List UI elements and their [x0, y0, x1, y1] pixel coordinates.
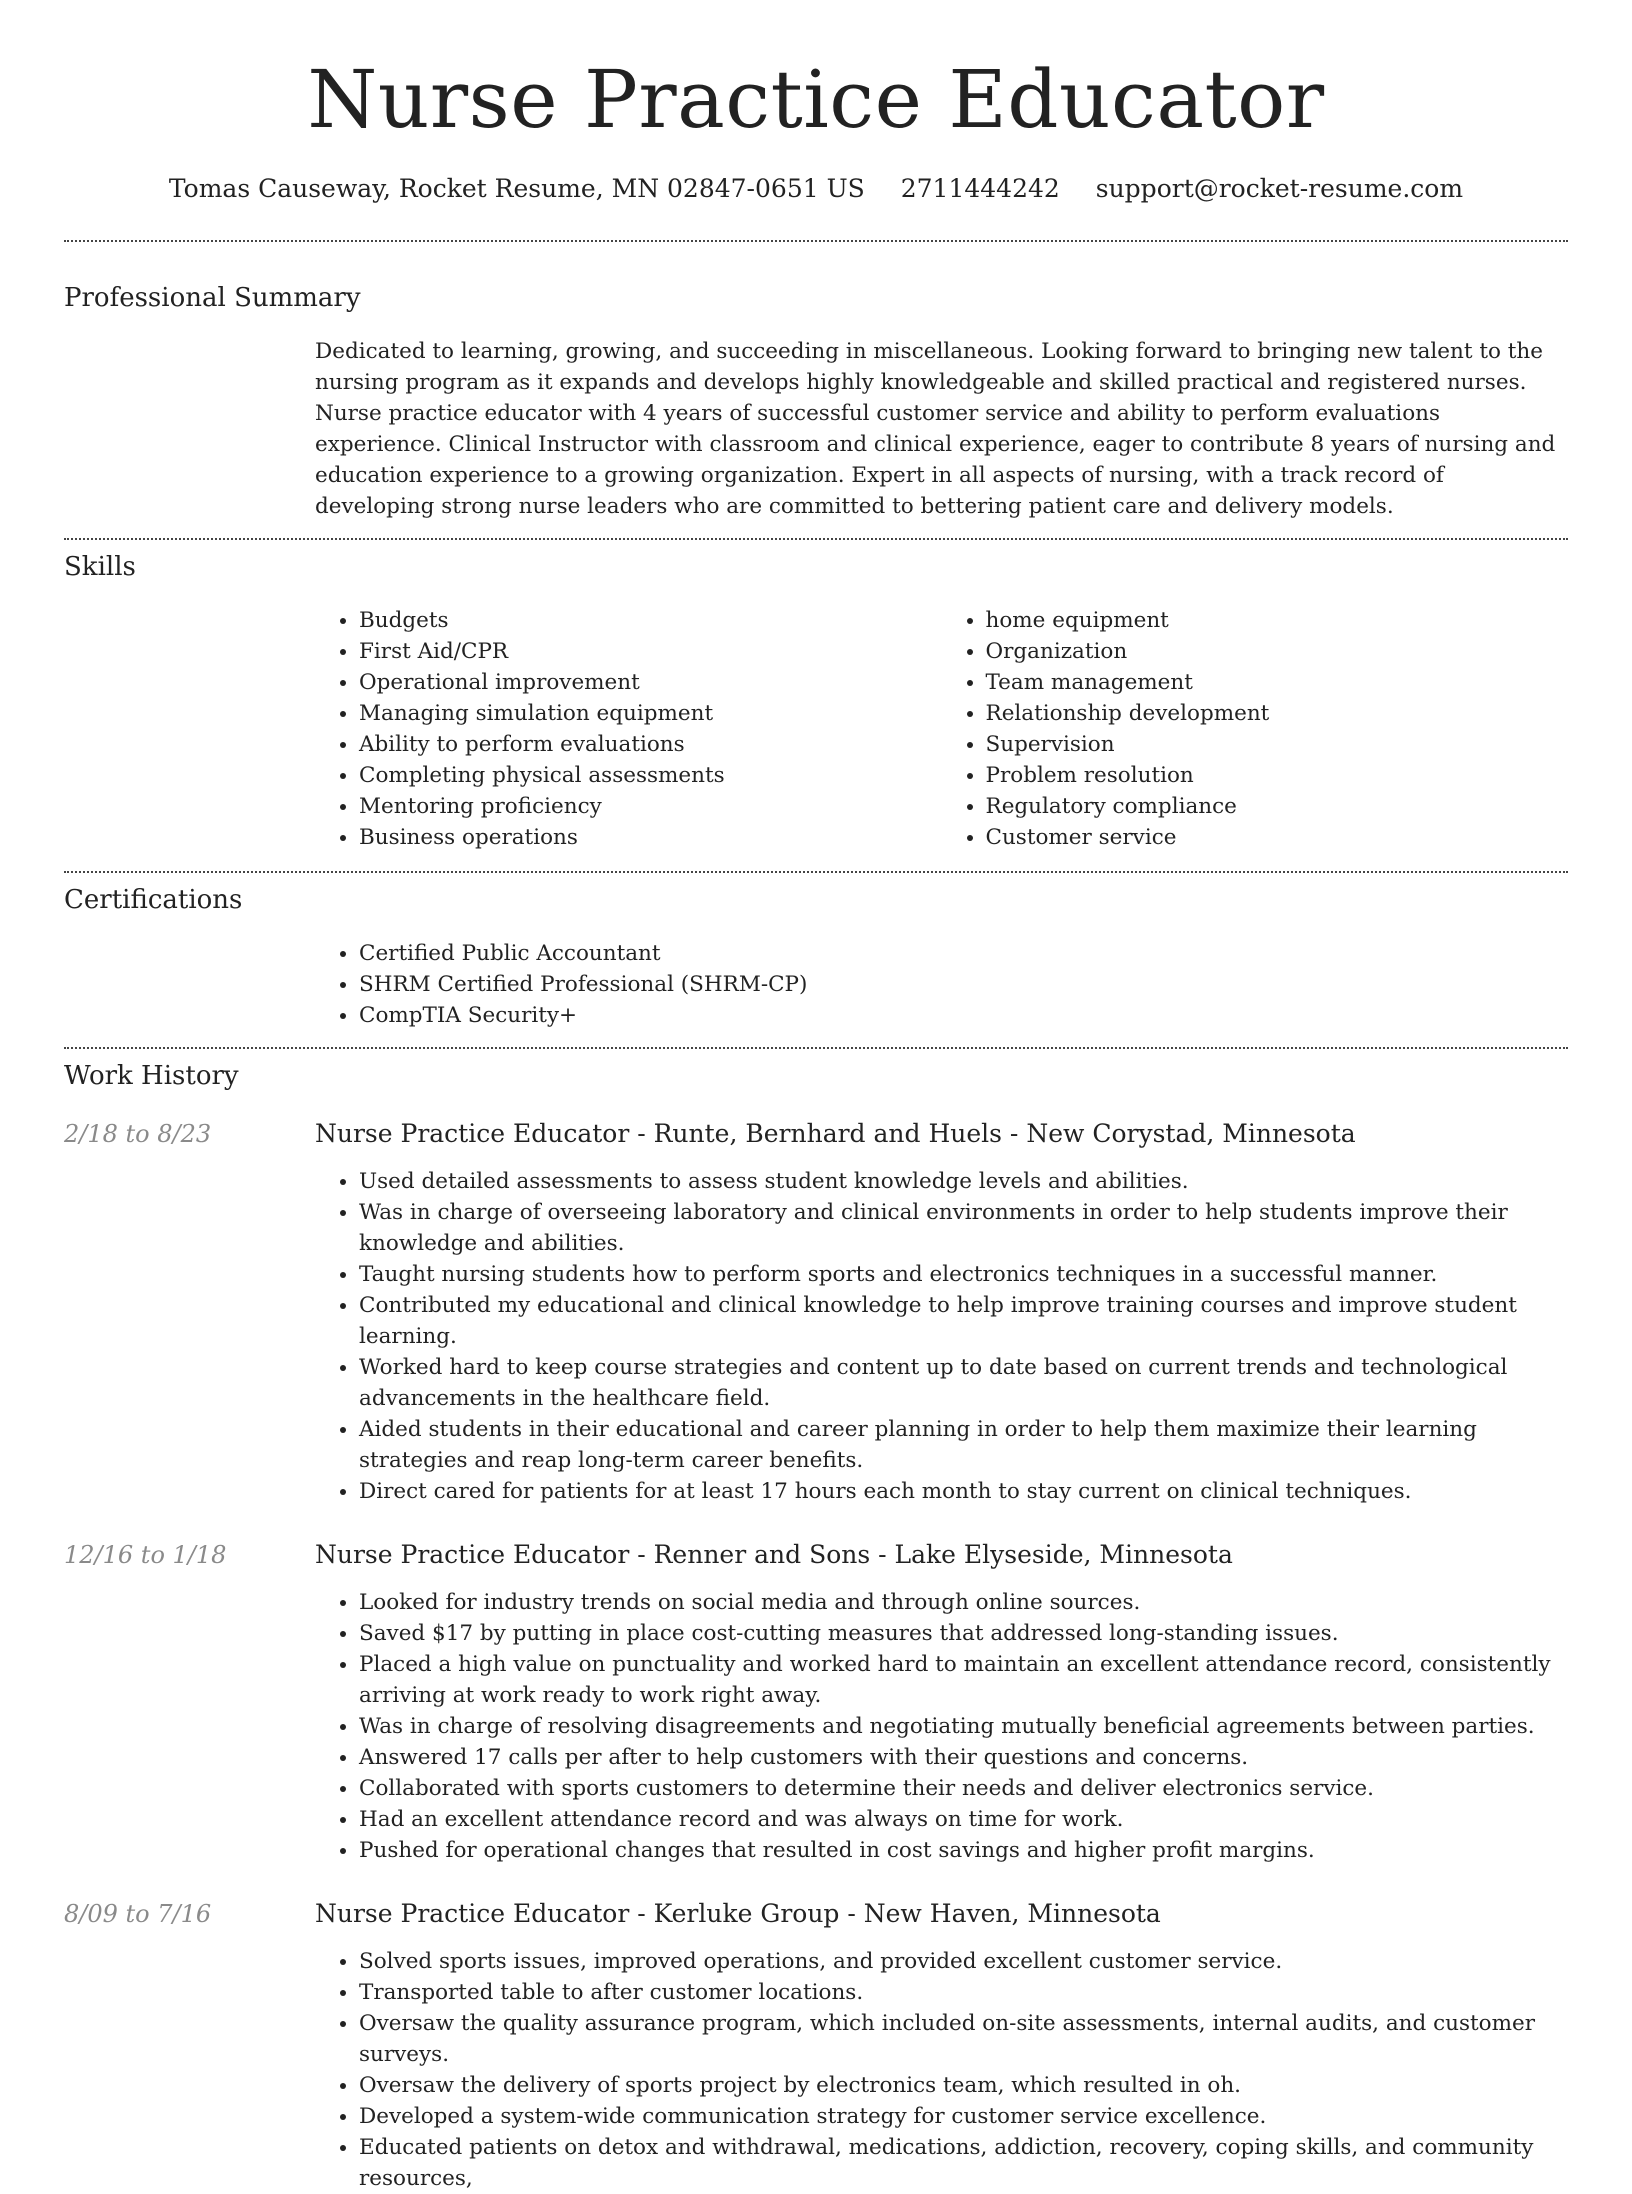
list-item: • Operational improvement: [359, 667, 942, 698]
skills-heading: Skills: [64, 552, 136, 582]
list-item: • Budgets: [359, 605, 942, 636]
list-item: • Solved sports issues, improved operations, and provided excellent customer service.: [359, 1946, 1568, 1977]
certifications-heading: Certifications: [64, 885, 243, 915]
job-entry: [64, 1539, 1568, 1866]
work-section: [64, 1060, 1568, 2194]
list-item: • Oversaw the delivery of sports project by electronics team, which resulted in oh.: [359, 2070, 1568, 2101]
job-bullets: [315, 1946, 1568, 2194]
summary-text: Dedicated to learning, growing, and succeeding in miscellaneous. Looking forward to bringing new talent to the nursing program as it expands and develops highly knowledgeable and skilled practical and registered nurses. Nurse practice educator with 4 years of successful customer service and ability to perform evaluations experience. Clinical Instructor with classroom and clinical experience, eager to contribute 8 years of nursing and education experience to a growing organization. Expert in all aspects of nursing, with a track record of developing strong nurse leaders who are committed to bettering patient care and delivery models.: [315, 339, 1556, 519]
list-item: • Saved $17 by putting in place cost-cutting measures that addressed long-standing issues.: [359, 1618, 1568, 1649]
skills-list-left: [315, 605, 942, 853]
skills-grid: [315, 605, 1568, 853]
job-bullets: [315, 1166, 1568, 1507]
skills-section: [64, 551, 1568, 853]
list-item: • Ability to perform evaluations: [359, 729, 942, 760]
list-item: • Certified Public Accountant: [359, 938, 1568, 969]
job-title: Nurse Practice Educator - Renner and Sons - Lake Elyseside, Minnesota: [315, 1540, 1233, 1569]
list-item: • Problem resolution: [986, 760, 1569, 791]
list-item: • home equipment: [986, 605, 1569, 636]
job-title: Nurse Practice Educator - Runte, Bernhard and Huels - New Corystad, Minnesota: [315, 1119, 1356, 1148]
list-item: • Worked hard to keep course strategies and content up to date based on current trends and technological advancements in the healthcare field.: [359, 1352, 1568, 1414]
certifications-body: [315, 938, 1568, 1031]
job-entry: [64, 1118, 1568, 1507]
list-item: • Supervision: [986, 729, 1569, 760]
list-item: • Used detailed assessments to assess student knowledge levels and abilities.: [359, 1166, 1568, 1197]
section-divider: [64, 538, 1568, 540]
summary-heading: Professional Summary: [64, 283, 361, 313]
contact-email: support@rocket-resume.com: [1095, 174, 1464, 203]
list-item: • Team management: [986, 667, 1569, 698]
list-item: • Oversaw the quality assurance program, which included on-site assessments, internal audits, and customer surveys.: [359, 2008, 1568, 2070]
list-item: • Educated patients on detox and withdrawal, medications, addiction, recovery, coping skills, and community resources,: [359, 2132, 1568, 2194]
job-entry: [64, 1898, 1568, 2194]
contact-line: [64, 174, 1568, 204]
list-item: • Placed a high value on punctuality and worked hard to maintain an excellent attendance record, consistently arriving at work ready to work right away.: [359, 1649, 1568, 1711]
list-item: • SHRM Certified Professional (SHRM-CP): [359, 969, 1568, 1000]
list-item: • Relationship development: [986, 698, 1569, 729]
list-item: • Collaborated with sports customers to determine their needs and deliver electronics service.: [359, 1773, 1568, 1804]
summary-section: [64, 282, 1568, 522]
job-title: Nurse Practice Educator - Kerluke Group - New Haven, Minnesota: [315, 1899, 1161, 1928]
list-item: • Taught nursing students how to perform sports and electronics techniques in a successful manner.: [359, 1259, 1568, 1290]
list-item: • Was in charge of overseeing laboratory and clinical environments in order to help students improve their knowledge and abilities.: [359, 1197, 1568, 1259]
list-item: • Direct cared for patients for at least 17 hours each month to stay current on clinical techniques.: [359, 1476, 1568, 1507]
job-bullets: [315, 1587, 1568, 1866]
skills-list-right: [942, 605, 1569, 853]
list-item: • Completing physical assessments: [359, 760, 942, 791]
list-item: • Developed a system-wide communication strategy for customer service excellence.: [359, 2101, 1568, 2132]
list-item: • Mentoring proficiency: [359, 791, 942, 822]
certifications-section: [64, 884, 1568, 1031]
list-item: • Managing simulation equipment: [359, 698, 942, 729]
list-item: • Looked for industry trends on social media and through online sources.: [359, 1587, 1568, 1618]
list-item: • Was in charge of resolving disagreements and negotiating mutually beneficial agreements between parties.: [359, 1711, 1568, 1742]
list-item: • Transported table to after customer locations.: [359, 1977, 1568, 2008]
job-dates: 2/18 to 8/23: [64, 1120, 212, 1148]
list-item: • CompTIA Security+: [359, 1000, 1568, 1031]
contact-address: Tomas Causeway, Rocket Resume, MN 02847-0651 US: [168, 174, 865, 203]
list-item: • Contributed my educational and clinical knowledge to help improve training courses and improve student learning.: [359, 1290, 1568, 1352]
list-item: • Aided students in their educational and career planning in order to help them maximize their learning strategies and reap long-term career benefits.: [359, 1414, 1568, 1476]
list-item: • Organization: [986, 636, 1569, 667]
list-item: • Business operations: [359, 822, 942, 853]
contact-phone: 2711444242: [900, 174, 1060, 203]
certifications-list: [315, 938, 1568, 1031]
section-divider: [64, 240, 1568, 242]
list-item: • Pushed for operational changes that resulted in cost savings and higher profit margins.: [359, 1835, 1568, 1866]
job-dates: 12/16 to 1/18: [64, 1541, 227, 1569]
section-divider: [64, 1047, 1568, 1049]
list-item: • Answered 17 calls per after to help customers with their questions and concerns.: [359, 1742, 1568, 1773]
list-item: • Regulatory compliance: [986, 791, 1569, 822]
list-item: • Customer service: [986, 822, 1569, 853]
work-heading: Work History: [64, 1061, 239, 1091]
job-dates: 8/09 to 7/16: [64, 1900, 212, 1928]
page-title: Nurse Practice Educator: [307, 53, 1325, 146]
list-item: • First Aid/CPR: [359, 636, 942, 667]
section-divider: [64, 871, 1568, 873]
list-item: • Had an excellent attendance record and was always on time for work.: [359, 1804, 1568, 1835]
